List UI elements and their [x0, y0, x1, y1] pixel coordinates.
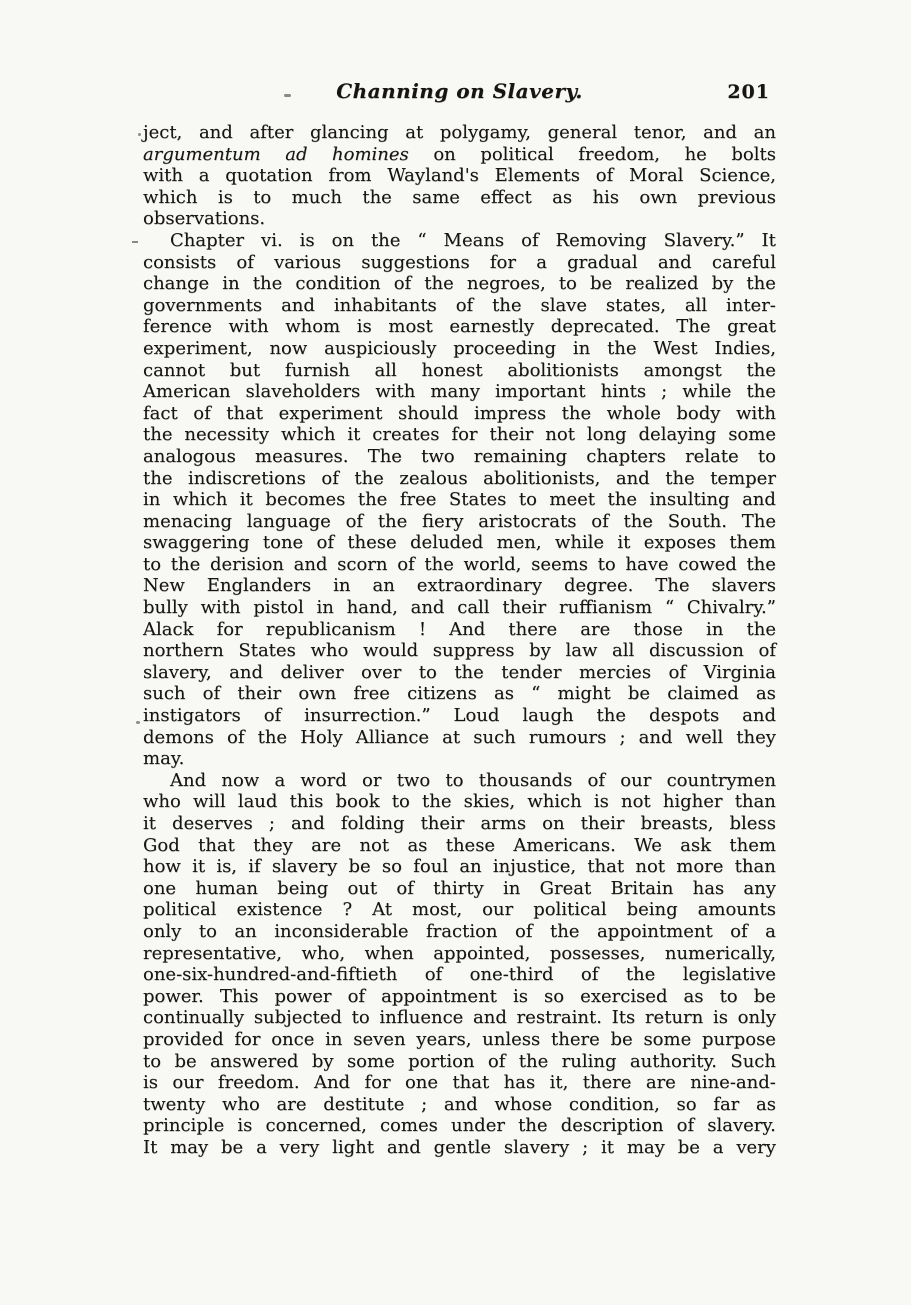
text-line: to the derision and scorn of the world, seems to have cowed the [143, 553, 776, 575]
scan-speck [138, 133, 141, 136]
text-line: menacing language of the fiery aristocrats of the South. The [143, 510, 776, 532]
text-line: Alack for republicanism ! And there are those in the [143, 618, 776, 640]
text-line: how it is, if slavery be so foul an injustice, that not more than [143, 856, 776, 878]
text-line: cannot but furnish all honest abolitionists amongst the [143, 359, 776, 381]
text-line: argumentum ad homines on political freedom, he bolts [143, 143, 776, 165]
text-line: one human being out of thirty in Great Britain has any [143, 877, 776, 899]
text-line: with a quotation from Wayland's Elements of Moral Science, [143, 165, 776, 187]
text-line: is our freedom. And for one that has it, there are nine-and- [143, 1072, 776, 1094]
text-line: slavery, and deliver over to the tender mercies of Virginia [143, 661, 776, 683]
text-line: representative, who, when appointed, possesses, numerically, [143, 942, 776, 964]
text-line: who will laud this book to the skies, which is not higher than [143, 791, 776, 813]
text-line: continually subjected to influence and restraint. Its return is only [143, 1007, 776, 1029]
text-line: governments and inhabitants of the slave states, all inter- [143, 294, 776, 316]
scan-speck [136, 721, 140, 724]
text-block [143, 122, 776, 1159]
text-line: analogous measures. The two remaining chapters relate to [143, 445, 776, 467]
text-line: the indiscretions of the zealous abolitionists, and the temper [143, 467, 776, 489]
text-line: power. This power of appointment is so exercised as to be [143, 985, 776, 1007]
text-line: observations. [143, 208, 266, 230]
text-line: swaggering tone of these deluded men, while it exposes them [143, 532, 776, 554]
text-line: ject, and after glancing at polygamy, general tenor, and an [143, 122, 776, 143]
text-line: experiment, now auspiciously proceeding in the West Indies, [143, 337, 776, 359]
text-line: to be answered by some portion of the ruling authority. Such [143, 1050, 776, 1072]
text-line: political existence ? At most, our political being amounts [143, 899, 776, 921]
text-line: It may be a very light and gentle slavery ; it may be a very [143, 1136, 776, 1158]
text-line: consists of various suggestions for a gradual and careful [143, 251, 776, 273]
text-line: instigators of insurrection.” Loud laugh the despots and [143, 705, 776, 727]
text-line: change in the condition of the negroes, to be realized by the [143, 273, 776, 295]
page-title: Channing on Slavery. [336, 79, 583, 103]
text-line: only to an inconsiderable fraction of the appointment of a [143, 920, 776, 942]
page-number: 201 [727, 81, 770, 103]
text-line: in which it becomes the free States to meet the insulting and [143, 489, 776, 511]
text-line: ference with whom is most earnestly deprecated. The great [143, 316, 776, 338]
text-line: And now a word or two to thousands of our countrymen [170, 769, 776, 791]
text-line: it deserves ; and folding their arms on their breasts, bless [143, 813, 776, 834]
text-line: God that they are not as these Americans. We ask them [143, 834, 776, 856]
text-line: principle is concerned, comes under the description of slavery. [143, 1115, 776, 1137]
text-line: provided for once in seven years, unless there be some purpose [143, 1028, 776, 1050]
text-line: which is to much the same effect as his own previous [143, 186, 776, 208]
text-line: American slaveholders with many important hints ; while the [143, 381, 776, 403]
text-line: northern States who would suppress by law all discussion of [143, 640, 776, 662]
text-line: fact of that experiment should impress the whole body with [143, 402, 776, 424]
text-line: one-six-hundred-and-fiftieth of one-third of the legislative [143, 964, 776, 986]
running-head [143, 79, 776, 105]
text-line: New Englanders in an extraordinary degree. The slavers [143, 575, 776, 597]
text-line: twenty who are destitute ; and whose condition, so far as [143, 1093, 776, 1115]
scan-speck [132, 241, 138, 243]
scan-speck [284, 94, 291, 97]
text-line: bully with pistol in hand, and call their ruffianism “ Chivalry.” [143, 597, 776, 619]
text-line: demons of the Holy Alliance at such rumours ; and well they [143, 726, 776, 748]
text-line: the necessity which it creates for their not long delaying some [143, 424, 776, 446]
text-line: such of their own free citizens as “ might be claimed as [143, 683, 776, 705]
text-line: may. [143, 748, 185, 770]
text-line: Chapter vi. is on the “ Means of Removing Slavery.” It [170, 229, 776, 251]
